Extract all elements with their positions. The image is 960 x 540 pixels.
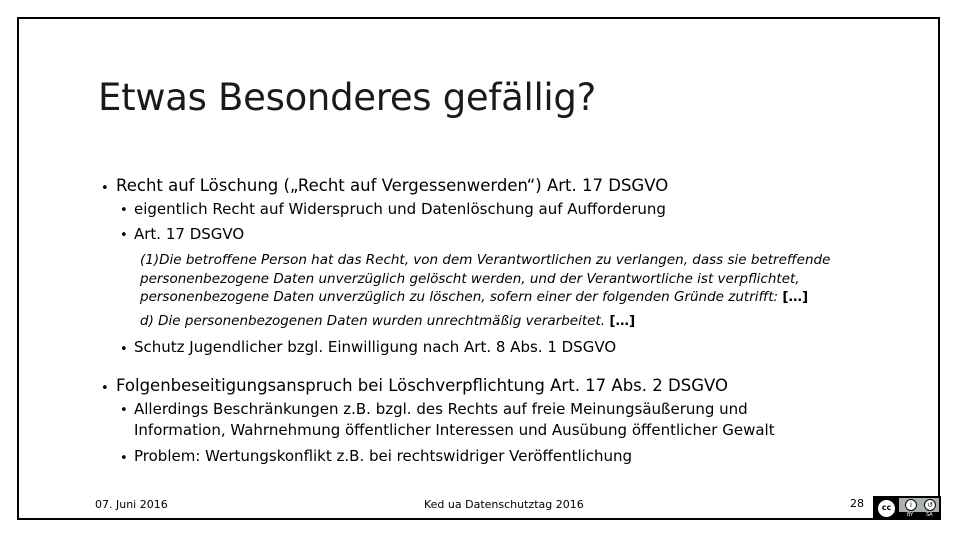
quote-ellipsis: […] (782, 289, 809, 306)
list-item: Folgenbeseitigungsanspruch bei Löschverpflichtung Art. 17 Abs. 2 DSGVO (116, 376, 728, 395)
quote-text: personenbezogene Daten unverzüglich zu löschen, sofern einer der folgenden Gründe zutrifft: (140, 289, 779, 306)
quote-line (140, 312, 635, 331)
quote-line: personenbezogene Daten unverzüglich gelöscht werden, und der Verantwortliche ist verpflichtet, (140, 270, 800, 287)
sa-label: SA (926, 512, 933, 518)
slide-title: Etwas Besonderes gefällig? (98, 76, 596, 119)
bullet-icon: • (120, 228, 128, 243)
bullet-icon: • (101, 381, 109, 396)
page-number: 28 (850, 497, 864, 510)
bullet-icon: • (120, 451, 128, 466)
quote-line (140, 288, 808, 307)
person-icon: i (905, 499, 917, 511)
quote-line: (1)Die betroffene Person hat das Recht, von dem Verantwortlichen zu verlangen, dass sie betreffende (140, 252, 831, 268)
quote-ellipsis: […] (609, 313, 636, 329)
bullet-icon: • (101, 181, 109, 196)
footer-event: Ked ua Datenschutztag 2016 (424, 498, 584, 511)
cc-license-badge (873, 496, 941, 520)
bullet-icon: • (120, 203, 128, 218)
by-label: BY (907, 512, 914, 518)
list-item: Schutz Jugendlicher bzgl. Einwilligung nach Art. 8 Abs. 1 DSGVO (134, 338, 617, 356)
list-item-continuation: Information, Wahrnehmung öffentlicher Interessen und Ausübung öffentlicher Gewalt (134, 421, 775, 439)
share-alike-icon: ↺ (924, 499, 936, 511)
list-item: Allerdings Beschränkungen z.B. bzgl. des Rechts auf freie Meinungsäußerung und (134, 400, 748, 418)
footer-date: 07. Juni 2016 (95, 498, 168, 511)
list-item: Art. 17 DSGVO (134, 225, 245, 243)
cc-icon: cc (877, 499, 896, 518)
list-item: eigentlich Recht auf Widerspruch und Datenlöschung auf Aufforderung (134, 200, 666, 218)
bullet-icon: • (120, 403, 128, 418)
bullet-icon: • (120, 342, 128, 357)
list-item: Problem: Wertungskonflikt z.B. bei rechtswidriger Veröffentlichung (134, 447, 633, 465)
quote-text: d) Die personenbezogenen Daten wurden unrechtmäßig verarbeitet. (140, 313, 606, 329)
list-item: Recht auf Löschung („Recht auf Vergessenwerden“) Art. 17 DSGVO (116, 176, 669, 195)
